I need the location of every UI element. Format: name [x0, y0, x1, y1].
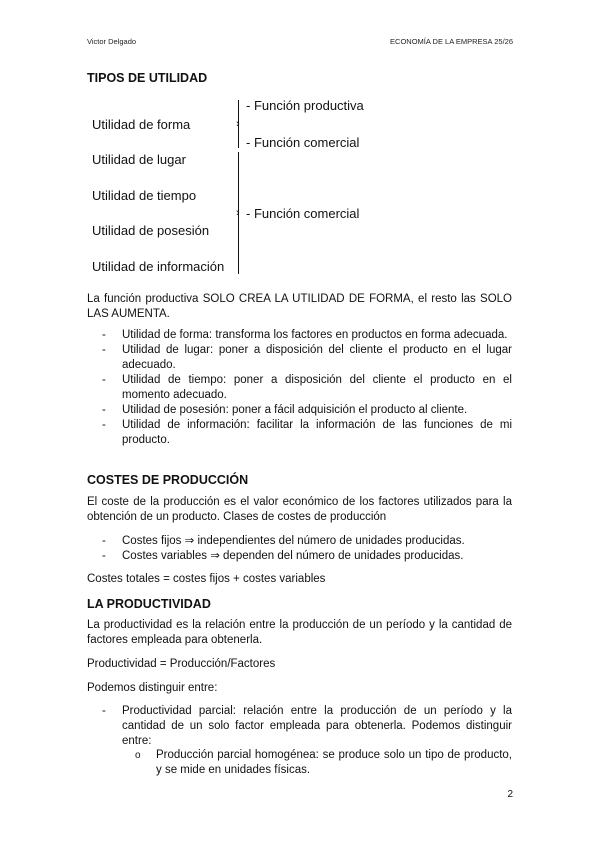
utility-posesion: Utilidad de posesión: [92, 223, 210, 238]
list-item: - Costes fijos ⇒ independientes del número de unidades producidas.: [102, 535, 465, 547]
utility-definitions-list: [87, 328, 512, 448]
section-title-productividad: LA PRODUCTIVIDAD: [87, 597, 211, 611]
header-course: ECONOMÍA DE LA EMPRESA 25/26: [390, 37, 513, 46]
header-author: Victor Delgado: [87, 37, 137, 46]
list-item: - Utilidad de información: facilitar la información de las funciones de mi producto.: [102, 419, 512, 446]
brace-tip-1: ›: [236, 118, 240, 130]
paragraph-costes: El coste de la producción es el valor económico de los factores utilizados para la obtención de un producto. Clases de costes de producción: [87, 496, 512, 523]
paragraph-distinguir: Podemos distinguir entre:: [87, 682, 218, 694]
paragraph-funcion-productiva: La función productiva SOLO CREA LA UTILIDAD DE FORMA, el resto las SOLO LAS AUMENTA.: [87, 293, 512, 320]
productivity-types-list: [87, 704, 512, 749]
cost-types-list: [87, 534, 512, 564]
list-item: o Producción parcial homogénea: se produce solo un tipo de producto, y se mide en unidades físicas.: [135, 749, 512, 776]
list-item: - Productividad parcial: relación entre la producción de un período y la cantidad de un solo factor empleada para obtenerla. Podemos distinguir entre:: [102, 705, 512, 747]
paragraph-productividad: La productividad es la relación entre la producción de un período y la cantidad de factores empleada para obtenerla.: [87, 619, 512, 646]
utility-forma: Utilidad de forma: [92, 117, 191, 132]
total-costs-formula: Costes totales = costes fijos + costes variables: [87, 573, 326, 585]
list-item: - Utilidad de tiempo: poner a disposición del cliente el producto en el momento adecuado.: [102, 374, 512, 401]
list-item: - Utilidad de posesión: poner a fácil adquisición el producto al cliente.: [102, 404, 468, 416]
page-number: 2: [507, 789, 513, 800]
productivity-formula: Productividad = Producción/Factores: [87, 658, 276, 670]
list-item: - Utilidad de forma: transforma los factores en productos en forma adecuada.: [102, 329, 508, 341]
section-title-costes: COSTES DE PRODUCCIÓN: [87, 473, 249, 487]
section-title-tipos-utilidad: TIPOS DE UTILIDAD: [87, 71, 208, 85]
function-comercial-2: - Función comercial: [246, 206, 360, 221]
utility-informacion: Utilidad de información: [92, 259, 225, 274]
function-productiva: - Función productiva: [246, 98, 364, 113]
brace-tip-2: ›: [236, 207, 240, 219]
function-comercial-1: - Función comercial: [246, 135, 360, 150]
list-item: - Utilidad de lugar: poner a disposición del cliente el producto en el lugar adecuado.: [102, 344, 512, 371]
utility-tiempo: Utilidad de tiempo: [92, 188, 197, 203]
productivity-subtypes-list: [122, 748, 512, 778]
utility-lugar: Utilidad de lugar: [92, 152, 186, 167]
list-item: - Costes variables ⇒ dependen del número de unidades producidas.: [102, 550, 464, 562]
